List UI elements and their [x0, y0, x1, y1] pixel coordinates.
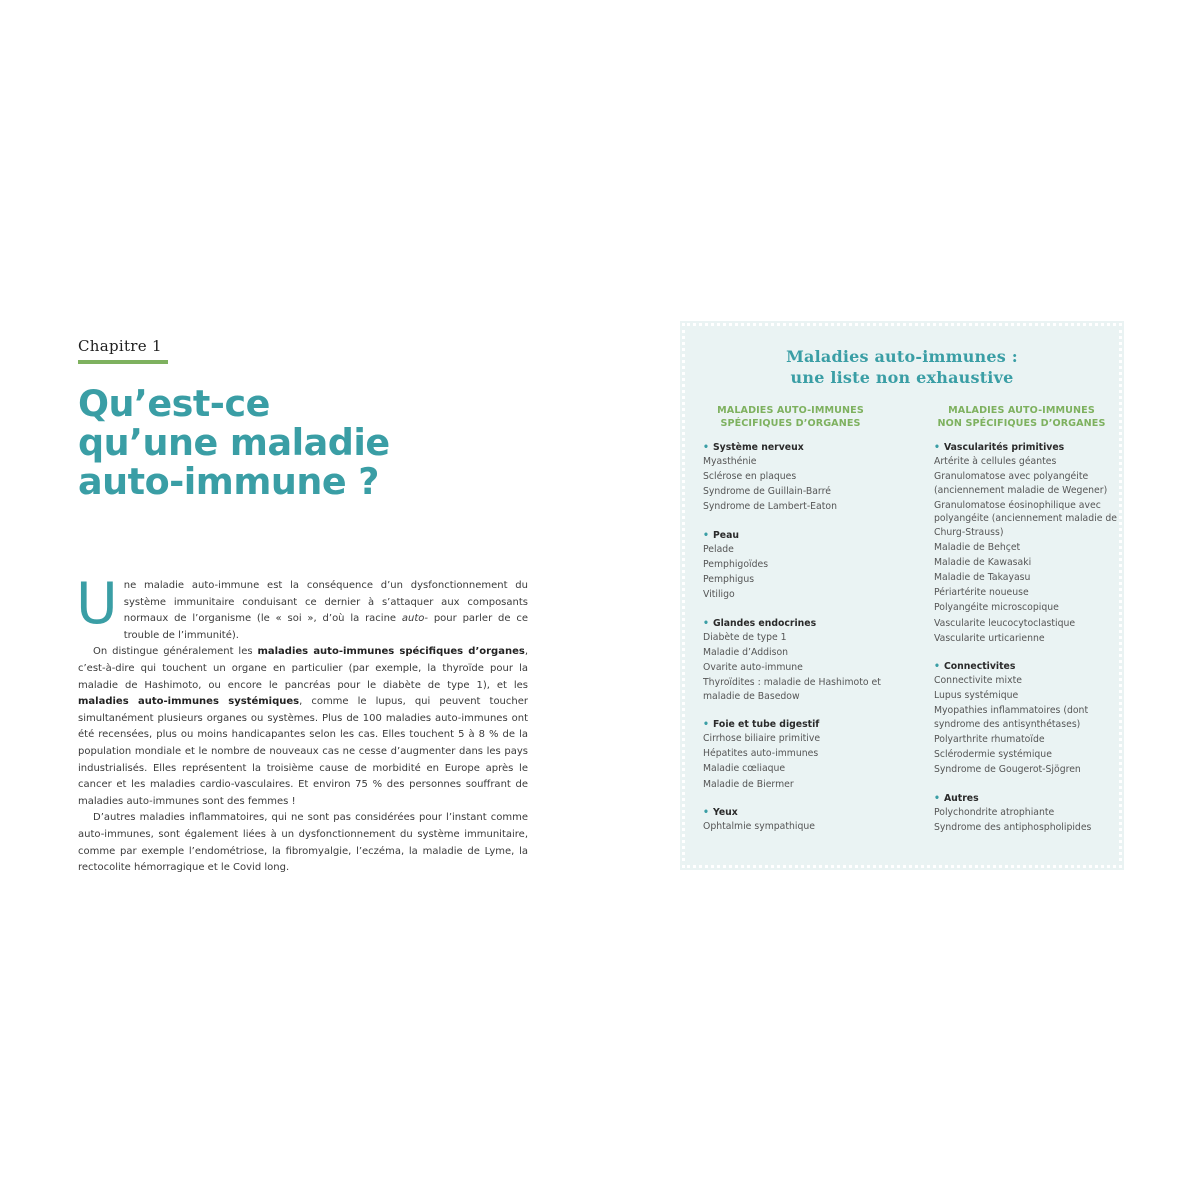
disease-item: Connectivite mixte: [934, 675, 1022, 687]
group-title-text: Yeux: [712, 807, 738, 819]
disease-group: [703, 528, 903, 602]
column-heading-line: MALADIES AUTO-IMMUNES: [948, 405, 1095, 416]
disease-item: Polychondrite atrophiante: [934, 806, 1055, 818]
disease-item: Syndrome de Gougerot-Sjögren: [934, 764, 1081, 776]
paragraph-3: D’autres maladies inflammatoires, qui ne sont pas considérées pour l’instant comme auto-immunes, sont également liées à un dysfonctionnement du système immunitaire, comme par exemple l’endométriose, la fibromyalgie, l’eczéma, la maladie de Lyme, la rectocolite hémorragique et le Covid long.: [78, 812, 528, 874]
body-text: [76, 571, 528, 877]
disease-item: Maladie de Kawasaki: [934, 557, 1032, 569]
paragraph-2: [78, 644, 528, 810]
disease-item: Syndrome de Guillain-Barré: [703, 486, 831, 498]
paragraph-text: , comme le lupus, qui peuvent toucher simultanément plusieurs organes ou systèmes. Plus de 100 maladies auto-immunes ont été recensées, plus ou moins handicapantes selon les cas. Elles touchent 5 à 8 % de la population mondiale et le nombre de nouveaux cas ne cesse d’augmenter dans les pays industrialisés. Elles représentent la troisième cause de morbidité en Europe après le cancer et les maladies cardio-vasculaires. Et environ 75 % des personnes souffrant de maladies auto-immunes sont des femmes !: [78, 696, 528, 807]
group-title-text: Peau: [712, 529, 739, 541]
group-list: [703, 440, 903, 834]
group-title-text: Autres: [943, 792, 979, 804]
disease-group: [703, 717, 903, 791]
paragraph-text: ne maladie auto-immune est la conséquence d’un dysfonctionnement du système immunitaire conduisant ce dernier à s’attaquer aux composants normaux de l’organisme (le « soi », d’où la racine: [123, 580, 528, 625]
disease-item: Vitiligo: [703, 589, 735, 601]
disease-group: [934, 791, 1134, 835]
disease-item: Ovarite auto-immune: [703, 661, 803, 673]
disease-item: Thyroïdites : maladie de Hashimoto et maladie de Basedow: [703, 677, 881, 702]
disease-item: Ophtalmie sympathique: [703, 821, 815, 833]
bullet-icon: •: [703, 617, 709, 629]
disease-group: [703, 440, 903, 514]
disease-item: Myasthénie: [703, 456, 757, 467]
bullet-icon: •: [934, 442, 940, 453]
group-title: [934, 659, 1134, 674]
page-title: [78, 384, 528, 501]
column-organ-specific: [703, 404, 903, 848]
group-title: [703, 805, 903, 820]
group-title: [703, 717, 903, 732]
chapter-label: Chapitre 1: [78, 337, 162, 355]
group-title: [703, 528, 903, 543]
disease-item: Pelade: [703, 543, 734, 555]
disease-item: Myopathies inflammatoires (dont syndrome des antisynthétases): [934, 705, 1089, 730]
disease-item: Pemphigoïdes: [703, 558, 769, 570]
paragraph-text: pour parler de ce trouble de l’immunité).: [123, 613, 528, 641]
disease-group: [934, 440, 1134, 645]
bullet-icon: •: [934, 661, 940, 673]
disease-item: Vascularite leucocytoclastique: [934, 617, 1076, 629]
disease-item: Hépatites auto-immunes: [703, 748, 819, 760]
group-title-text: Vascularités primitives: [943, 442, 1065, 453]
group-title-text: Foie et tube digestif: [712, 719, 820, 731]
paragraph-1: [76, 571, 528, 644]
disease-item: Maladie d’Addison: [703, 646, 789, 658]
disease-item: Cirrhose biliaire primitive: [703, 733, 821, 745]
disease-item: Diabète de type 1: [703, 631, 787, 643]
group-title-text: Glandes endocrines: [712, 617, 817, 629]
paragraph-text: On distingue généralement les: [93, 646, 258, 658]
bullet-icon: •: [703, 442, 709, 453]
bullet-icon: •: [703, 807, 709, 819]
bold-term: maladies auto-immunes systémiques: [78, 696, 300, 708]
title-line: Qu’est-ce: [78, 382, 270, 425]
chapter-underline: [78, 360, 168, 364]
group-title-text: Système nerveux: [712, 442, 804, 453]
disease-item: Syndrome de Lambert-Eaton: [703, 501, 837, 513]
disease-item: Granulomatose éosinophilique avec polyangéite (anciennement maladie de Churg-Strauss): [934, 499, 1118, 538]
column-heading-line: MALADIES AUTO-IMMUNES: [717, 405, 864, 416]
group-title: [703, 440, 903, 455]
disease-item: Périartérite noueuse: [934, 587, 1029, 599]
disease-item: Syndrome des antiphospholipides: [934, 821, 1092, 833]
disease-item: Polyarthrite rhumatoïde: [934, 734, 1045, 746]
disease-group: [703, 805, 903, 834]
disease-item: Sclérose en plaques: [703, 471, 797, 483]
column-non-organ-specific: [934, 404, 1134, 849]
group-title: [934, 440, 1134, 455]
disease-item: Maladie de Takayasu: [934, 572, 1031, 584]
box-title-line: une liste non exhaustive: [790, 368, 1014, 387]
title-line: qu’une maladie: [78, 421, 390, 464]
box-title: [685, 346, 1119, 388]
bold-term: maladies auto-immunes spécifiques d’organes: [257, 646, 525, 658]
disease-item: Vascularite urticarienne: [934, 632, 1045, 644]
box-title-line: Maladies auto-immunes :: [786, 347, 1018, 366]
group-title-text: Connectivites: [943, 661, 1016, 673]
group-title: [703, 616, 903, 631]
disease-item: Maladie cœliaque: [703, 763, 786, 775]
drop-cap: U: [76, 571, 118, 637]
disease-group: [934, 659, 1134, 777]
italic-term: auto-: [401, 613, 429, 625]
disease-item: Maladie de Behçet: [934, 542, 1021, 554]
disease-item: Polyangéite microscopique: [934, 602, 1059, 614]
disease-item: Artérite à cellules géantes: [934, 456, 1057, 467]
bullet-icon: •: [934, 792, 940, 804]
group-title: [934, 791, 1134, 806]
column-heading-line: SPÉCIFIQUES D’ORGANES: [720, 418, 861, 429]
sidebar-box: [682, 323, 1122, 868]
disease-item: Sclérodermie systémique: [934, 749, 1052, 761]
disease-item: Pemphigus: [703, 574, 755, 586]
column-heading: [703, 404, 878, 430]
left-page: [76, 336, 528, 874]
disease-item: Granulomatose avec polyangéite (anciennement maladie de Wegener): [934, 471, 1108, 496]
column-heading-line: NON SPÉCIFIQUES D’ORGANES: [937, 418, 1106, 429]
bullet-icon: •: [703, 529, 709, 541]
disease-item: Maladie de Biermer: [703, 778, 794, 790]
bullet-icon: •: [703, 719, 709, 731]
column-heading: [934, 404, 1109, 430]
title-line: auto-immune ?: [78, 460, 379, 503]
group-list: [934, 440, 1134, 835]
disease-group: [703, 616, 903, 703]
paragraph-text: , c’est-à-dire qui touchent un organe en particulier (par exemple, la thyroïde pour la maladie de Hashimoto, ou encore le pancréas pour le diabète de type 1), et les: [78, 646, 528, 691]
disease-item: Lupus systémique: [934, 690, 1019, 702]
